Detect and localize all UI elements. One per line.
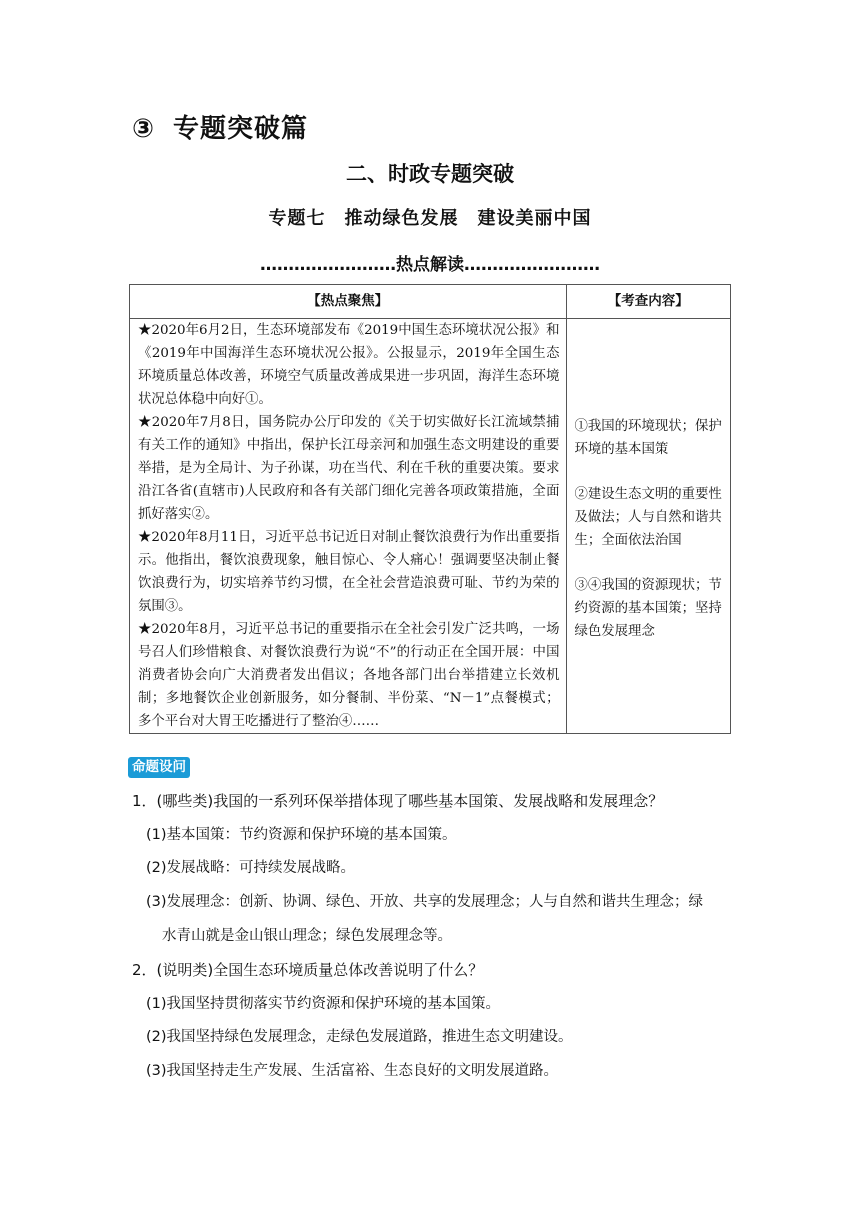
part-title-text: 专题突破篇 <box>173 114 309 144</box>
hot-interpretation-header: ……………………热点解读…………………… <box>260 255 600 275</box>
hot-focus-header: 【热点聚焦】 <box>130 285 567 319</box>
exam-item-3: ③④我国的资源现状；节约资源的基本国策；坚持绿色发展理念 <box>574 578 722 639</box>
question-setting-badge: 命题设问 <box>128 757 190 778</box>
hot-item-2: ★2020年7月8日，国务院办公厅印发的《关于切实做好长江流域禁捕有关工作的通知》中指出，保护长江母亲河和加强生态文明建设的重要举措，是为全局计、为子孙谋，功在当代、利在千秋的重要决策。要求沿江各省(直辖市)人民政府和各有关部门细化完善各项政策措施，全面抓好落实②。 <box>138 415 560 522</box>
table-body-row <box>130 319 731 734</box>
exam-item-2: ②建设生态文明的重要性及做法；人与自然和谐共生；全面依法治国 <box>574 487 722 548</box>
question-1-answer-2: (2)发展战略：可持续发展战略。 <box>146 860 356 876</box>
section-title: 二、时政专题突破 <box>346 162 514 186</box>
question-1-answer-3-continued: 水青山就是金山银山理念；绿色发展理念等。 <box>162 928 452 944</box>
question-2-answer-1: (1)我国坚持贯彻落实节约资源和保护环境的基本国策。 <box>146 996 501 1012</box>
hot-item-1: ★2020年6月2日，生态环境部发布《2019中国生态环境状况公报》和《2019年中国海洋生态环境状况公报》。公报显示，2019年全国生态环境质量总体改善，环境空气质量改善成果进一步巩固，海洋生态环境状况总体稳中向好①。 <box>138 323 560 407</box>
part-number: ③ <box>132 114 156 144</box>
hot-focus-cell <box>130 319 567 734</box>
exam-content-cell <box>566 319 731 734</box>
question-2-answer-2: (2)我国坚持绿色发展理念，走绿色发展道路，推进生态文明建设。 <box>146 1029 573 1045</box>
question-1-title: 1．(哪些类)我国的一系列环保举措体现了哪些基本国策、发展战略和发展理念？ <box>132 792 664 810</box>
exam-content-header: 【考查内容】 <box>566 285 731 319</box>
hot-item-4: ★2020年8月，习近平总书记的重要指示在全社会引发广泛共鸣，一场号召人们珍惜粮食、对餐饮浪费行为说“不”的行动正在全国开展：中国消费者协会向广大消费者发出倡议；各地各部门出台举措建立长效机制；多地餐饮企业创新服务，如分餐制、半份菜、“N－1”点餐模式；多个平台对大胃王吃播进行了整治④…… <box>138 622 560 729</box>
table-header-row <box>130 285 731 319</box>
question-1-answer-3: (3)发展理念：创新、协调、绿色、开放、共享的发展理念；人与自然和谐共生理念；绿 <box>146 894 704 910</box>
hot-topic-table <box>129 284 731 734</box>
question-2-answer-3: (3)我国坚持走生产发展、生活富裕、生态良好的文明发展道路。 <box>146 1063 559 1079</box>
question-1-answer-1: (1)基本国策：节约资源和保护环境的基本国策。 <box>146 827 457 843</box>
hot-item-3: ★2020年8月11日，习近平总书记近日对制止餐饮浪费行为作出重要指示。他指出，餐饮浪费现象，触目惊心、令人痛心！强调要坚决制止餐饮浪费行为，切实培养节约习惯，在全社会营造浪费可耻、节约为荣的氛围③。 <box>138 530 560 614</box>
exam-item-1: ①我国的环境现状；保护环境的基本国策 <box>574 419 722 457</box>
part-title <box>132 108 308 145</box>
topic-title: 专题七 推动绿色发展 建设美丽中国 <box>268 208 592 229</box>
question-2-title: 2．(说明类)全国生态环境质量总体改善说明了什么？ <box>132 961 484 979</box>
